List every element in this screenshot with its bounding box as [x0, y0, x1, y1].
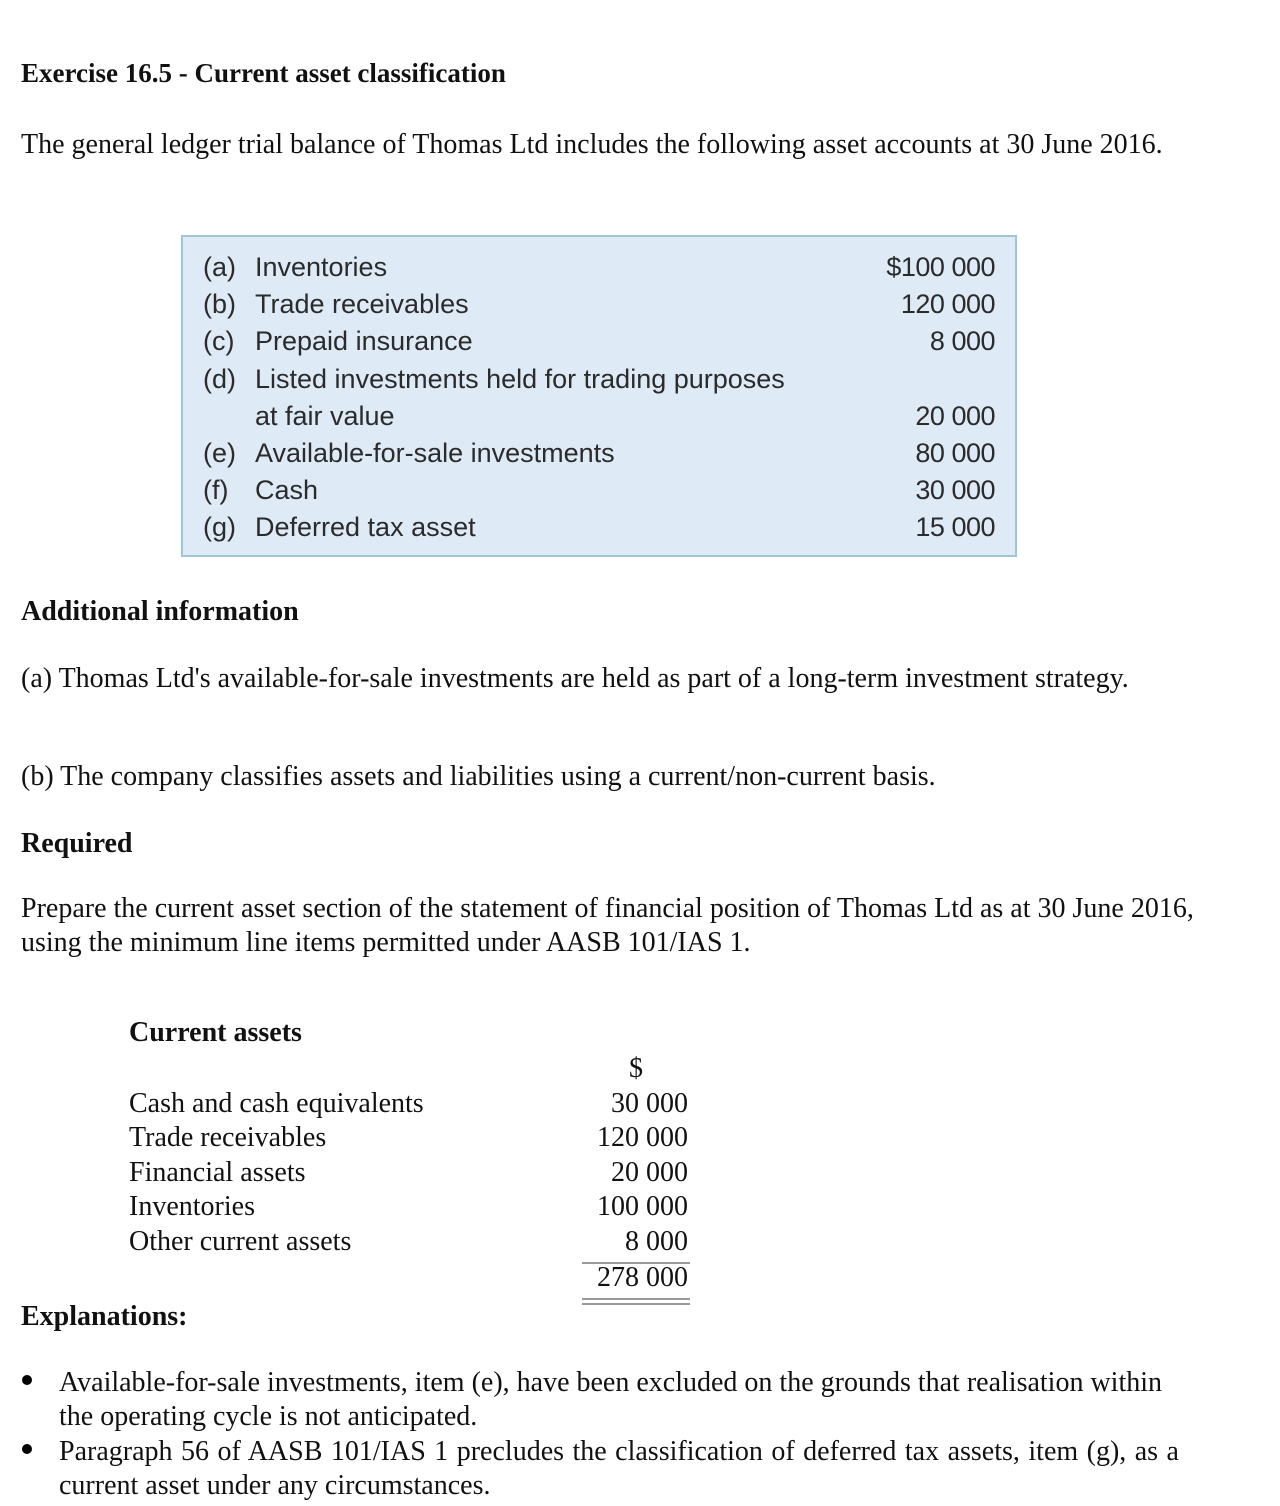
bullet-icon: [22, 1375, 32, 1385]
item-label: Inventories: [255, 252, 388, 282]
currency-symbol-text: $: [629, 1053, 643, 1084]
item-letter: (b): [203, 289, 236, 319]
explanation-item: Available-for-sale investments, item (e), have been excluded on the grounds that realisation within the operating cycle is not anticipated.: [59, 1367, 1163, 1432]
current-asset-amount: 100 000: [597, 1191, 688, 1222]
additional-info-a: (a) Thomas Ltd's available-for-sale investments are held as part of a long-term investment strategy.: [21, 663, 1129, 694]
current-asset-label: Cash and cash equivalents: [129, 1088, 424, 1119]
item-amount: 80 000: [915, 438, 995, 468]
item-letter: (c): [203, 326, 235, 356]
item-letter: (f): [203, 475, 229, 505]
required-text: Prepare the current asset section of the statement of financial position of Thomas Ltd as at 30 June 2016, using the minimum line items permitted under AASB 101/IAS 1.: [21, 893, 1194, 958]
exercise-title: Exercise 16.5 - Current asset classification: [21, 58, 506, 88]
item-amount: 120 000: [900, 289, 995, 319]
item-amount: $100 000: [886, 252, 995, 282]
current-asset-amount: 8 000: [625, 1226, 688, 1257]
explanations-heading: Explanations:: [21, 1301, 188, 1332]
item-letter: (g): [203, 512, 236, 542]
item-letter: (d): [203, 364, 236, 394]
trial-balance-row: [183, 323, 1015, 360]
item-label: Prepaid insurance: [255, 326, 473, 356]
trial-balance-row: [183, 398, 1015, 435]
item-amount: 15 000: [915, 512, 995, 542]
double-underline: [582, 1303, 690, 1305]
item-amount: 30 000: [915, 475, 995, 505]
trial-balance-box: [181, 235, 1017, 557]
item-amount: 20 000: [915, 401, 995, 431]
trial-balance-row: [183, 249, 1015, 286]
item-label: Trade receivables: [255, 289, 469, 319]
current-asset-label: Inventories: [129, 1191, 255, 1222]
additional-info-b: (b) The company classifies assets and liabilities using a current/non-current basis.: [21, 761, 936, 792]
trial-balance-row: [183, 361, 1015, 398]
current-assets-heading: Current assets: [129, 1017, 302, 1048]
trial-balance-row: [183, 509, 1015, 546]
item-letter: (e): [203, 438, 236, 468]
current-asset-amount: 20 000: [611, 1157, 688, 1188]
item-letter: (a): [203, 252, 236, 282]
intro-paragraph: The general ledger trial balance of Thomas Ltd includes the following asset accounts at 30 June 2016.: [21, 129, 1163, 160]
trial-balance-row: [183, 472, 1015, 509]
currency-symbol: [560, 1053, 710, 1085]
trial-balance-row: [183, 286, 1015, 323]
item-label: Deferred tax asset: [255, 512, 476, 542]
item-label: Cash: [255, 475, 319, 505]
item-amount: 8 000: [929, 326, 995, 356]
additional-info-heading: Additional information: [21, 596, 299, 627]
required-heading: Required: [21, 828, 133, 859]
item-label-continued: at fair value: [255, 401, 395, 431]
current-assets-total: 278 000: [597, 1262, 688, 1293]
explanation-item: Paragraph 56 of AASB 101/IAS 1 precludes the classification of deferred tax assets, item (g), as a current asset under any circumstances.: [59, 1436, 1179, 1501]
double-underline: [582, 1298, 690, 1300]
item-label: Listed investments held for trading purposes: [255, 364, 785, 394]
current-asset-amount: 120 000: [597, 1122, 688, 1153]
current-asset-amount: 30 000: [611, 1088, 688, 1119]
trial-balance-row: [183, 435, 1015, 472]
current-asset-label: Other current assets: [129, 1226, 352, 1257]
current-asset-label: Financial assets: [129, 1157, 306, 1188]
item-label: Available-for-sale investments: [255, 438, 615, 468]
current-asset-label: Trade receivables: [129, 1122, 327, 1153]
bullet-icon: [22, 1444, 32, 1454]
